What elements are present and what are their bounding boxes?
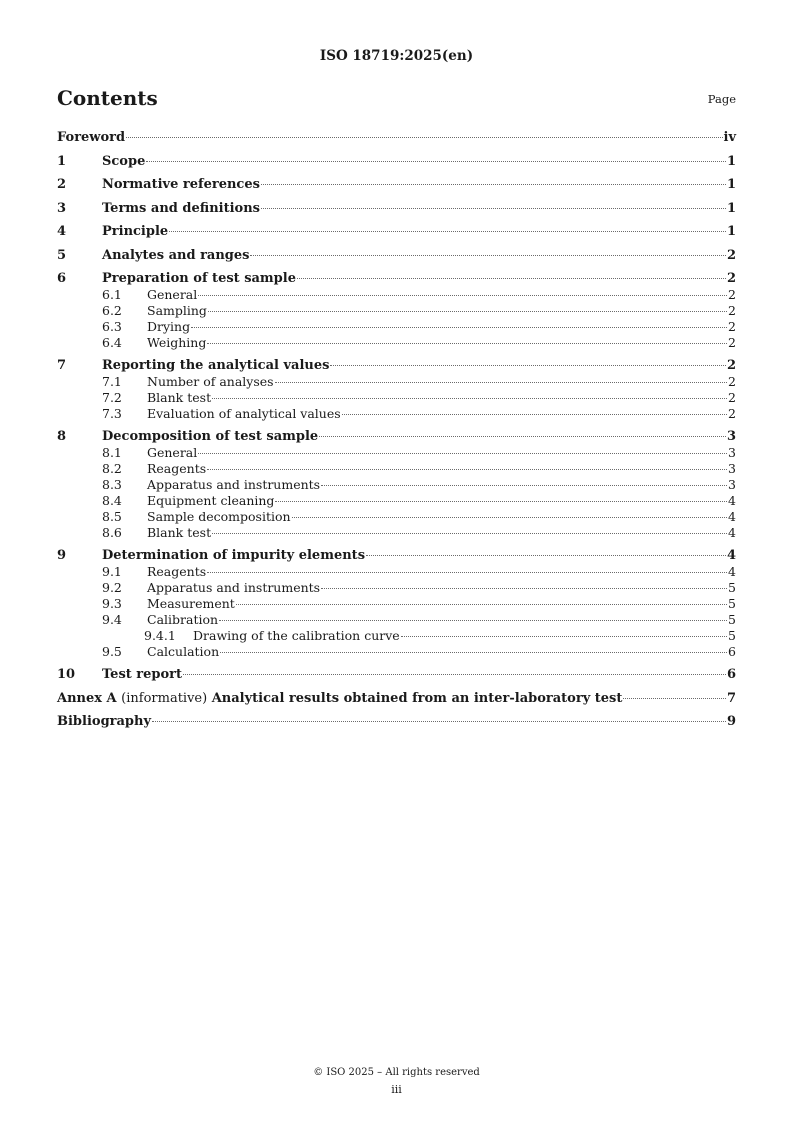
toc-entry-6-1[interactable] [57,287,736,303]
toc-title: Reporting the analytical values [102,358,330,373]
toc-page: 3 [728,445,736,460]
toc-page: 7 [726,690,736,706]
toc-title: Drawing of the calibration curve [193,628,400,643]
toc-page: 1 [726,153,736,169]
toc-number: 10 [57,667,76,682]
toc-number: 8.6 [102,525,122,540]
toc-number: 7.1 [102,374,122,389]
toc-page: 5 [728,596,736,611]
page-column-label: Page [707,92,736,106]
toc-title: Weighing [147,335,207,350]
toc-number: 6.4 [102,335,122,350]
toc-entry-determination[interactable] [57,548,736,564]
toc-title: Calibration [147,612,219,627]
toc-page: 4 [728,493,736,508]
leader-dots [321,485,727,486]
toc-page: 5 [728,580,736,595]
toc-page: 2 [728,303,736,318]
toc-entry-reporting[interactable] [57,358,736,374]
toc-entry-9-1[interactable] [57,564,736,580]
toc-entry-preparation[interactable] [57,271,736,287]
toc-entry-9-3[interactable] [57,596,736,612]
toc-page: 2 [728,374,736,389]
annex-qualifier: (informative) [121,690,208,706]
toc-number: 7 [57,358,67,373]
leader-dots [183,674,726,675]
toc-number: 8 [57,429,67,444]
toc-page: 2 [726,247,736,263]
toc-page: 4 [728,509,736,524]
toc-title: Normative references [102,177,260,192]
toc-number: 7.2 [102,390,122,405]
page-number: iii [391,1083,402,1096]
toc-entry-8-5[interactable] [57,509,736,525]
toc-page: 3 [726,429,736,444]
toc-title: Calculation [147,644,220,659]
toc-entry-6-4[interactable] [57,335,736,351]
leader-dots [207,469,727,470]
toc-title: Bibliography [57,714,152,729]
toc-title: Test report [102,667,183,682]
toc-entry-9-4[interactable] [57,612,736,628]
toc-title: Reagents [147,564,207,579]
toc-number: 6.2 [102,303,122,318]
toc-title: Blank test [147,525,212,540]
toc-entry-8-4[interactable] [57,493,736,509]
toc-title: Foreword [57,130,126,145]
toc-number: 6 [57,271,67,286]
toc-title: General [147,445,198,460]
leader-dots [207,343,727,344]
toc-number: 9.1 [102,564,122,579]
toc-page: 1 [726,200,736,216]
toc-entry-6-3[interactable] [57,319,736,335]
toc-page: 2 [728,319,736,334]
toc-title: Equipment cleaning [147,493,275,508]
toc-title: Sampling [147,303,207,318]
leader-dots [212,398,727,399]
toc-number: 8.5 [102,509,122,524]
toc-title: Principle [102,224,169,239]
toc-title: Terms and definitions [102,200,260,216]
leader-dots [219,620,727,621]
copyright-notice: © ISO 2025 – All rights reserved [313,1067,480,1078]
toc-number: 8.1 [102,445,122,460]
toc-entry-8-6[interactable] [57,525,736,541]
toc-entry-foreword[interactable] [57,130,736,154]
leader-dots [275,501,727,502]
toc-title: Determination of impurity elements [102,548,366,563]
toc-number: 3 [57,200,67,216]
toc-entry-6-2[interactable] [57,303,736,319]
toc-entry-bibliography[interactable] [57,714,736,738]
toc-page: iv [723,130,736,145]
toc-number: 4 [57,224,67,239]
leader-dots [321,588,727,589]
toc-title: Preparation of test sample [102,271,296,286]
toc-title: Sample decomposition [147,509,291,524]
leader-dots [275,382,727,383]
toc-page: 2 [728,390,736,405]
leader-dots [198,453,727,454]
toc-page: 2 [728,287,736,302]
toc-number: 2 [57,177,67,192]
toc-title: Drying [147,319,191,334]
toc-page: 6 [728,644,736,659]
leader-dots [191,327,727,328]
leader-dots [292,517,727,518]
toc-page: 2 [728,335,736,350]
toc-entry-9-4-1[interactable] [57,628,736,644]
leader-dots [366,555,726,556]
leader-dots [401,636,727,637]
toc-title: Apparatus and instruments [147,477,321,492]
toc-entry-annex-a[interactable] [57,691,736,715]
toc-number: 5 [57,247,67,263]
toc-page: 5 [728,612,736,627]
toc-entry-7-1[interactable] [57,374,736,390]
leader-dots [208,311,727,312]
leader-dots [319,436,726,437]
toc-title [57,691,622,707]
toc-number: 8.3 [102,477,122,492]
toc-page: 4 [728,525,736,540]
toc-title: Apparatus and instruments [147,580,321,595]
leader-dots [261,184,726,185]
toc-entry-9-5[interactable] [57,644,736,660]
leader-dots [220,652,727,653]
leader-dots [198,295,727,296]
leader-dots [342,414,727,415]
table-of-contents [57,130,736,738]
toc-title: Number of analyses [147,374,274,389]
toc-entry-7-3[interactable] [57,406,736,422]
toc-number: 9 [57,548,67,563]
toc-entry-9-2[interactable] [57,580,736,596]
leader-dots [126,137,722,138]
toc-number: 8.4 [102,493,122,508]
toc-entry-7-2[interactable] [57,390,736,406]
toc-number: 9.4.1 [144,628,176,643]
toc-title: Analytes and ranges [102,247,250,263]
contents-heading: Contents [57,86,158,110]
toc-title: Measurement [147,596,235,611]
toc-page: 5 [728,628,736,643]
toc-page: 4 [728,564,736,579]
toc-number: 7.3 [102,406,122,421]
toc-number: 9.3 [102,596,122,611]
toc-title: Scope [102,153,146,169]
leader-dots [212,533,727,534]
toc-entry-normative-references[interactable] [57,177,736,201]
toc-entry-scope[interactable] [57,154,736,178]
toc-title: General [147,287,198,302]
toc-entry-test-report[interactable] [57,667,736,691]
toc-number: 9.4 [102,612,122,627]
document-id: ISO 18719:2025(en) [319,48,474,64]
toc-page: 3 [728,461,736,476]
toc-title: Evaluation of analytical values [147,406,341,421]
toc-page: 1 [726,224,736,239]
toc-number: 8.2 [102,461,122,476]
annex-label: Annex A [57,690,117,706]
toc-number: 1 [57,153,67,169]
leader-dots [146,161,726,162]
toc-page: 4 [726,548,736,563]
leader-dots [250,255,725,256]
toc-number: 9.2 [102,580,122,595]
toc-page: 2 [726,271,736,286]
toc-page: 6 [726,667,736,682]
toc-entry-8-1[interactable] [57,445,736,461]
leader-dots [169,231,726,232]
leader-dots [330,365,726,366]
toc-entry-analytes-ranges[interactable] [57,248,736,272]
toc-number: 6.3 [102,319,122,334]
annex-title: Analytical results obtained from an inter-laboratory test [211,690,623,706]
toc-title: Blank test [147,390,212,405]
toc-entry-principle[interactable] [57,224,736,248]
toc-entry-decomposition[interactable] [57,429,736,445]
toc-page: 1 [726,177,736,192]
toc-page: 9 [726,714,736,729]
leader-dots [207,572,727,573]
toc-entry-terms-definitions[interactable] [57,201,736,225]
leader-dots [152,721,726,722]
toc-page: 3 [728,477,736,492]
toc-number: 6.1 [102,287,122,302]
toc-page: 2 [728,406,736,421]
toc-title: Reagents [147,461,207,476]
toc-entry-8-3[interactable] [57,477,736,493]
toc-title: Decomposition of test sample [102,429,319,444]
leader-dots [261,208,726,209]
toc-number: 9.5 [102,644,122,659]
toc-entry-8-2[interactable] [57,461,736,477]
leader-dots [623,698,726,699]
toc-page: 2 [726,358,736,373]
leader-dots [236,604,727,605]
leader-dots [297,278,726,279]
